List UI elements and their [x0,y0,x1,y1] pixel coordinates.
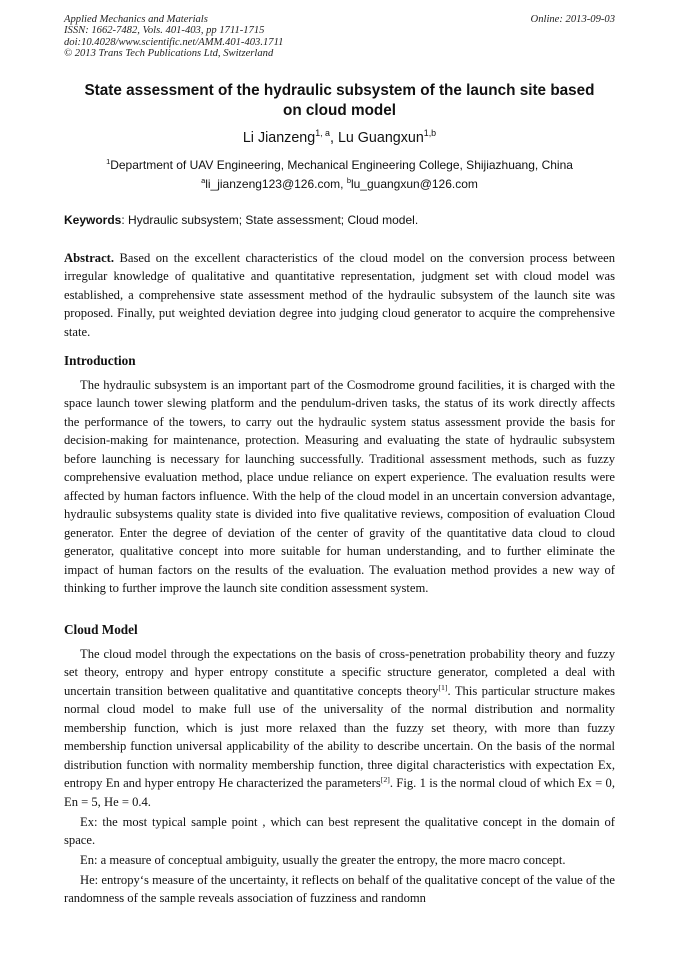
email-b-mark: b [346,175,351,185]
author-list [64,129,615,147]
email-line [64,175,615,194]
citation-ref-2: [2] [380,774,390,784]
cloud-model-heading: Cloud Model [64,622,138,637]
affiliation-number: 1 [106,157,111,166]
journal-name: Applied Mechanics and Materials [64,14,208,25]
paper-title [64,81,615,121]
keywords-text: : Hydraulic subsystem; State assessment; Cloud model. [121,213,419,227]
title-line-2: on cloud model [282,102,397,119]
cloud-model-paragraph-1 [64,645,615,811]
email-a-mark: a [201,175,206,185]
introduction-heading: Introduction [64,353,136,368]
online-date: Online: 2013-09-03 [530,14,615,25]
cloud-model-p1-part-a: The cloud model through the expectations on the basis of cross-penetration probability theory and fuzzy set theory, entropy and hyper entropy constitute a specific structure generator, completed a deal with uncertain transition between qualitative and quantitative concepts theory [64,647,615,698]
author-2-name: Lu Guangxun [337,130,424,146]
introduction-paragraph: The hydraulic subsystem is an important part of the Cosmodrome ground facilities, it is charged with the space launch tower slewing platform and the pendulum-driven tasks, the status of its work directly affects the performance of the towers, to carry out the hydraulic system status assessment provide the basis for decision-making for maintenance, protection. Measuring and evaluating the state of hydraulic subsystem before launching is necessary for launching successfully. Traditional assessment methods, such as fuzzy comprehensive evaluation method, place undue reliance on expert experience. The evaluation results were affected by human factors influence. With the help of the cloud model in an uncertain conversion advantage, hydraulic subsystems quality state is divided into five qualitative reviews, composition of evaluation Cloud generator. Enter the degree of deviation of the center of gravity of the quantitative data cloud to cloud generator, qualitative concept into more suitable for human understanding, and to further eliminate the impact of human factors on the results of the evaluation. The evaluation method provides a new way of thinking to further improve the launch site condition assessment system. [64,378,615,595]
affiliation-text: Department of UAV Engineering, Mechanical Engineering College, Shijiazhuang, China [110,158,573,172]
abstract-paragraph [64,249,615,341]
cloud-model-paragraph-ex: Ex: the most typical sample point , which can best represent the qualitative concept in the domain of space. [64,815,615,848]
affiliation-block [64,156,615,193]
cloud-model-p1-part-b: . This particular structure makes normal cloud model to make full use of the universality of the normal distribution and normality membership function, which is just more relaxed than the fuzzy set theory, with more than fuzzy membership function universal applicability of the ability to describe uncertain. On the basis of the normal distribution function with normality membership function, three digital characteristics with expectation Ex, entropy En and hyper entropy He characterized the parameters [64,683,615,791]
author-separator: , [329,130,338,146]
doi-line: doi:10.4028/www.scientific.net/AMM.401-403.1711 [64,36,284,48]
keywords-label: Keywords [64,213,122,227]
cloud-model-p1-part-c: . Fig. 1 is the normal cloud of which Ex = 0, En = 5, He = 0.4. [64,776,615,809]
title-line-1: State assessment of the hydraulic subsystem of the launch site based [84,82,595,99]
author-1-affil-mark: 1, a [315,128,330,139]
issn-line: ISSN: 1662-7482, Vols. 401-403, pp 1711-1715 [64,25,265,37]
keywords-line [64,212,615,228]
citation-ref-1: [1] [438,682,448,692]
author-2-affil-mark: 1,b [423,128,437,139]
cloud-model-paragraph-en: En: a measure of conceptual ambiguity, usually the greater the entropy, the more macro concept. [80,853,566,867]
journal-header [64,14,615,59]
copyright-line: © 2013 Trans Tech Publications Ltd, Switzerland [64,47,274,59]
email-b: lu_guangxun@126.com [350,176,478,191]
abstract-text: Based on the excellent characteristics of the cloud model on the conversion process between irregular knowledge of qualitative and quantitative representation, judgment set with cloud model was established, a comprehensive state assessment method of the hydraulic subsystem of the launch site was proposed. Finally, put weighted deviation degree into judging cloud generator to acquire the comprehensive state. [64,251,615,339]
abstract-label: Abstract. [64,251,115,265]
author-1-name: Li Jianzeng [242,130,316,146]
email-a: li_jianzeng123@126.com, [205,176,347,191]
affiliation-line [64,156,615,175]
cloud-model-paragraph-he: He: entropy‘s measure of the uncertainty, it reflects on behalf of the qualitative concept of the value of the randomness of the sample reveals association of fuzziness and randomn [64,873,615,906]
